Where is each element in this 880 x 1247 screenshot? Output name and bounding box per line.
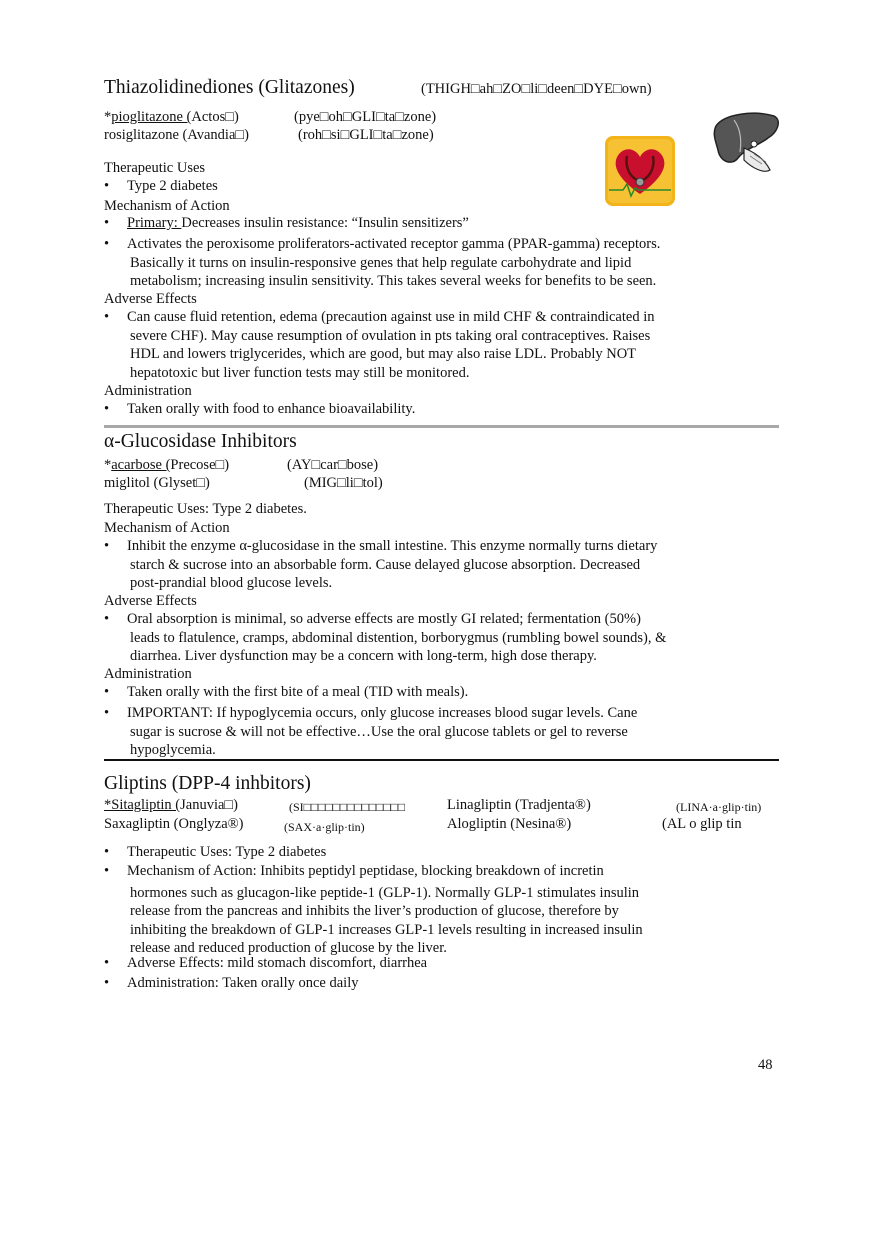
drug-alogliptin-pronunciation: (AL o glip tin [662, 816, 742, 832]
liver-pancreas-icon [710, 108, 782, 178]
heart-stethoscope-icon [605, 136, 675, 206]
therapeutic-uses-heading: Therapeutic Uses [104, 160, 206, 176]
drug-miglitol-pronunciation: (MIG□li□tol) [304, 475, 383, 491]
section-pronunciation: (THIGH□ah□ZO□li□deen□DYE□own) [421, 81, 652, 97]
drug-sitagliptin: *Sitagliptin (Januvia□) [104, 797, 239, 813]
drug-alogliptin: Alogliptin (Nesina®) [447, 816, 572, 832]
mechanism-heading: Mechanism of Action [104, 198, 230, 214]
section-divider [104, 425, 779, 428]
page-number: 48 [758, 1057, 773, 1073]
adverse-effects-heading: Adverse Effects [104, 291, 197, 307]
adverse-effects-heading: Adverse Effects [104, 593, 197, 609]
administration-heading: Administration [104, 383, 192, 399]
drug-pioglitazone: *pioglitazone (Actos□) [104, 109, 239, 125]
drug-sitagliptin-pronunciation: (SI□□□□□□□□□□□□□□ [289, 800, 406, 814]
section-title-glucosidase: α-Glucosidase Inhibitors [104, 431, 297, 452]
drug-saxagliptin: Saxagliptin (Onglyza®) [104, 816, 244, 832]
mechanism-heading: Mechanism of Action [104, 520, 230, 536]
section-divider [104, 759, 779, 761]
drug-rosiglitazone: rosiglitazone (Avandia□) [104, 127, 249, 143]
drug-linagliptin: Linagliptin (Tradjenta®) [447, 797, 591, 813]
drug-rosiglitazone-pronunciation: (roh□si□GLI□ta□zone) [298, 127, 434, 143]
therapeutic-uses: Therapeutic Uses: Type 2 diabetes. [104, 501, 307, 517]
document-page: Thiazolidinediones (Glitazones) (THIGH□ah□ZO□li□deen□DYE□own) *pioglitazone (Actos□) (pye□oh□GLI□ta□zone) rosiglitazone (Avandia□) (roh□si□GLI□ta□zone) Therapeutic Uses • Type 2 diabetes Mechanism of Action • Primary: Decreases insulin resistance: “Insulin sensitizers” • Activates the peroxisome proliferators-activated receptor gamma (PPAR-gamma) receptors. Basically it turns on insulin-responsive genes that help regulate carbohydrate and lipid metabolism; increasing insulin sensitivity. This takes several weeks for benefits to be seen. Adverse Effects • Can cause fluid retention, edema (precaution against use in mild CHF & contraindicated in severe CHF). May cause resumption of ovulation in pts taking oral contraceptives. Raises HDL and lowers triglycerides, which are good, but may also raise LDL. Probably NOT hepatotoxic but liver function tests may still be monitored. Administration • Taken orally with food to enhance bioavailability. α-Glucosidase Inhibitors *acarbose (Precose□) (AY□car□bose) miglitol (Glyset□) (MIG□li□tol) Therapeutic Uses: Type 2 diabetes. Mechanism of Action • Inhibit the enzyme α-glucosidase in the small intestine. This enzyme normally turns dietary starch & sucrose into an absorbable form. Cause delayed glucose absorption. Decreased post-prandial blood glucose levels. Adverse Effects • Oral absorption is minimal, so adverse effects are mostly GI related; fermentation (50%) leads to flatulence, cramps, abdominal distention, borborygmus (rumbling bowel sounds), & diarrhea. Liver dysfunction may be a concern with long-term, high dose therapy. Administration • Taken orally with the first bite of a meal (TID with meals). • IMPORTANT: If hypoglycemia occurs, only glucose increases blood sugar levels. Cane sugar is sucrose & will not be effective…Use the oral glucose tablets or gel to reverse hypoglycemia. Gliptins (DPP-4 inhbitors) *Sitagliptin (Januvia□) (SI□□□□□□□□□□□□□□ Linagliptin (Tradjenta®) (LINA·a·glip·tin) Saxagliptin (Onglyza®) (SAX·a·glip·tin) Alogliptin (Nesina®) (AL o glip tin • Therapeutic Uses: Type 2 diabetes • Mechanism of Action: Inhibits peptidyl peptidase, blocking breakdown of incretin hormones such as glucagon-like peptide-1 (GLP-1). Normally GLP-1 stimulates insulin release from the pancreas and inhibits the liver’s production of glucose, therefore by inhibiting the breakdown of GLP-1 increases GLP-1 levels resulting in increased insulin release and reduced production of glucose by the liver. • Adverse Effects: mild stomach discomfort, diarrhea • Administration: Taken orally once daily 48 [0, 0, 880, 1247]
drug-linagliptin-pronunciation: (LINA·a·glip·tin) [676, 800, 762, 814]
drug-pioglitazone-pronunciation: (pye□oh□GLI□ta□zone) [294, 109, 437, 125]
section-title-gliptins: Gliptins (DPP-4 inhbitors) [104, 773, 311, 794]
drug-saxagliptin-pronunciation: (SAX·a·glip·tin) [284, 820, 365, 834]
administration-heading: Administration [104, 666, 192, 682]
section-title-thiazolidinediones: Thiazolidinediones (Glitazones) [104, 77, 355, 98]
drug-miglitol: miglitol (Glyset□) [104, 475, 210, 491]
drug-acarbose: *acarbose (Precose□) [104, 457, 230, 473]
drug-acarbose-pronunciation: (AY□car□bose) [287, 457, 379, 473]
